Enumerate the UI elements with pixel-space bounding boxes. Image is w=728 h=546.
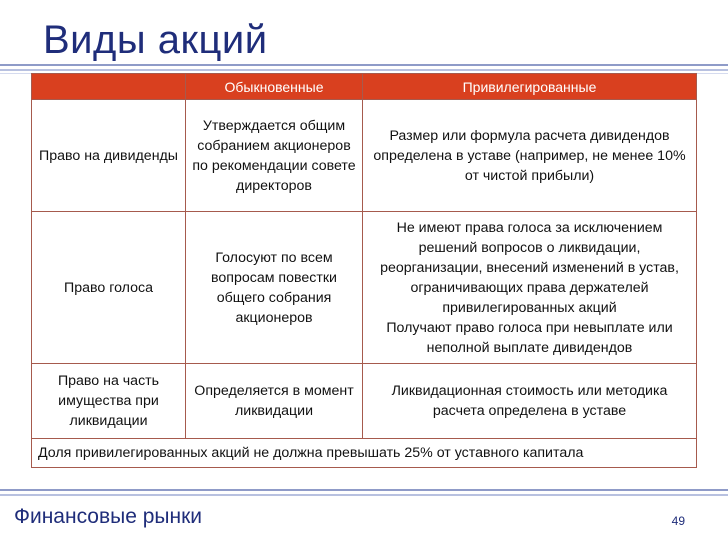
table-note: Доля привилегированных акций не должна превышать 25% от уставного капитала	[32, 439, 697, 468]
table-header-row	[32, 74, 697, 100]
cell-common: Утверждается общим собранием акционеров по рекомендации совете директоров	[186, 100, 363, 212]
cell-common: Голосуют по всем вопросам повестки общего собрания акционеров	[186, 212, 363, 364]
cell-preferred-line: Не имеют права голоса за исключением решений вопросов о ликвидации, реорганизации, внесений изменений в устав, ограничивающих права держателей привилегированных акций	[380, 219, 679, 316]
row-label: Право на часть имущества при ликвидации	[32, 364, 186, 439]
row-label: Право голоса	[32, 212, 186, 364]
bottom-decor-lines	[0, 488, 728, 500]
cell-preferred-line: Получают право голоса при невыплате или неполной выплате дивидендов	[386, 319, 673, 356]
footer-title: Финансовые рынки	[14, 505, 203, 528]
row-label: Право на дивиденды	[32, 100, 186, 212]
table-row	[32, 212, 697, 364]
cell-common: Определяется в момент ликвидации	[186, 364, 363, 439]
cell-preferred	[363, 212, 697, 364]
header-empty-cell	[32, 74, 186, 100]
slide-title: Виды акций	[43, 18, 268, 62]
cell-preferred: Ликвидационная стоимость или методика расчета определена в уставе	[363, 364, 697, 439]
table-row	[32, 100, 697, 212]
header-common: Обыкновенные	[186, 74, 363, 100]
share-types-table	[31, 73, 697, 468]
page-number: 49	[671, 514, 685, 528]
header-preferred: Привилегированные	[363, 74, 697, 100]
cell-preferred: Размер или формула расчета дивидендов определена в уставе (например, не менее 10% от чистой прибыли)	[363, 100, 697, 212]
table-row	[32, 364, 697, 439]
table-note-row	[32, 439, 697, 468]
